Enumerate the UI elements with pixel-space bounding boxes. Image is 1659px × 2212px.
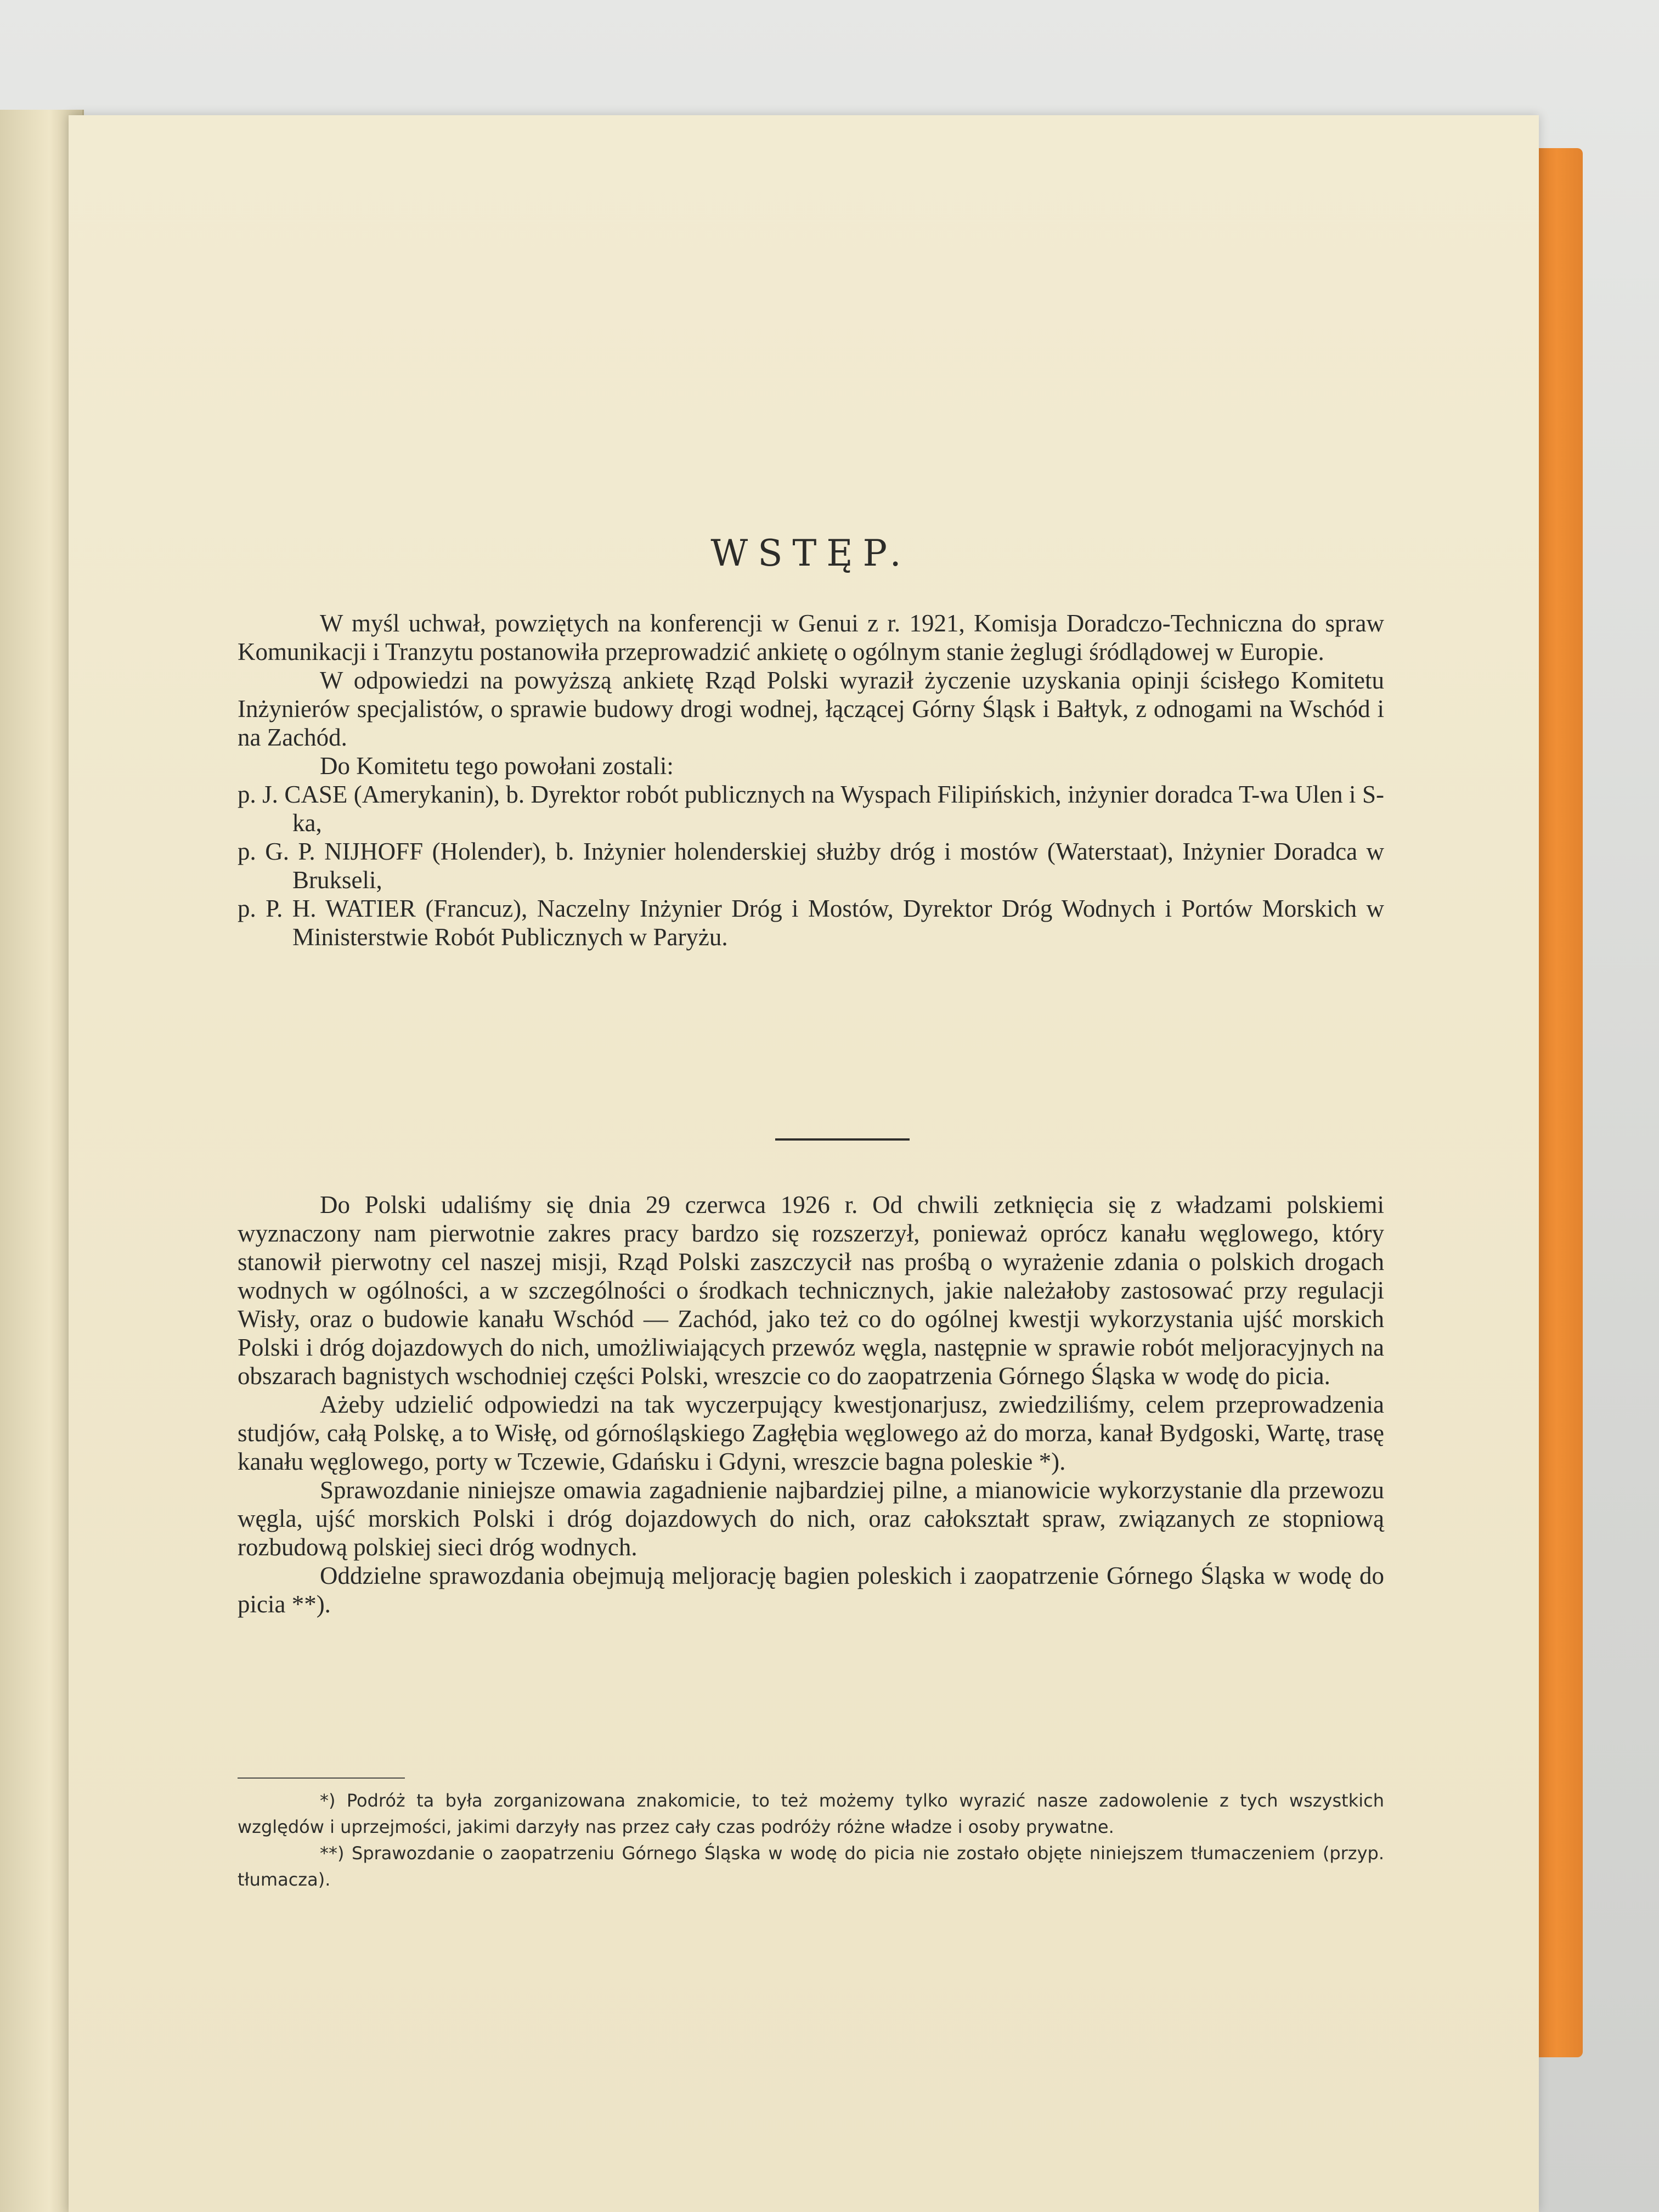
footnote-rule [238,1778,405,1779]
committee-member: p. J. CASE (Amerykanin), b. Dyrektor robót publicznych na Wyspach Filipińskich, inżynier doradca T-wa Ulen i S-ka, [238,781,1384,837]
body-paragraph: Ażeby udzielić odpowiedzi na tak wyczerpujący kwestjonarjusz, zwiedziliśmy, celem przeprowadzenia studjów, całą Polskę, a to Wisłę, od górnośląskiego Zagłębia węglowego aż do morza, kanał Bydgoski, Wartę, trasę kanału węglowego, porty w Tczewie, Gdańsku i Gdyni, wreszcie bagna poleskie *). [238,1391,1384,1475]
document-page [69,115,1539,2212]
intro-paragraph: W myśl uchwał, powziętych na konferencji w Genui z r. 1921, Komisja Doradczo-Techniczna do spraw Komunikacji i Tranzytu postanowiła przeprowadzić ankietę o ogólnym stanie żeglugi śródlądowej w Europie. [238,610,1384,665]
page-title: WSTĘP. [710,532,911,574]
committee-member: p. P. H. WATIER (Francuz), Naczelny Inżynier Dróg i Mostów, Dyrektor Dróg Wodnych i Portów Morskich w Ministerstwie Robót Publicznych w Paryżu. [238,895,1384,951]
committee-member: p. G. P. NIJHOFF (Holender), b. Inżynier holenderskiej służby dróg i mostów (Waterstaat), Inżynier Doradca w Brukseli, [238,838,1384,894]
body-section [238,1190,1384,1618]
intro-paragraph: Do Komitetu tego powołani zostali: [320,752,674,780]
section-divider [775,1138,910,1141]
intro-section [238,609,1384,951]
intro-paragraph: W odpowiedzi na powyższą ankietę Rząd Polski wyraził życzenie uzyskania opinji ścisłego Komitetu Inżynierów specjalistów, o sprawie budowy drogi wodnej, łączącej Górny Śląsk i Bałtyk, z odnogami na Wschód i na Zachód. [238,667,1384,751]
body-paragraph: Oddzielne sprawozdania obejmują meljorację bagien poleskich i zaopatrzenie Górnego Śląska w wodę do picia **). [238,1562,1384,1618]
footnote: *) Podróż ta była zorganizowana znakomicie, to też możemy tylko wyrazić nasze zadowolenie z tych wszystkich względów i uprzejmości, jakimi darzyły nas przez cały czas podróży różne władze i osoby prywatne. [238,1790,1384,1837]
footnote: **) Sprawozdanie o zaopatrzeniu Górnego Śląska w wodę do picia nie zostało objęte niniejszem tłumaczeniem (przyp. tłumacza). [238,1843,1384,1890]
body-paragraph: Sprawozdanie niniejsze omawia zagadnienie najbardziej pilne, a mianowicie wykorzystanie dla przewozu węgla, ujść morskich Polski i dróg dojazdowych do nich, oraz całokształt spraw, związanych ze stopniową rozbudową polskiej sieci dróg wodnych. [238,1476,1384,1561]
body-paragraph: Do Polski udaliśmy się dnia 29 czerwca 1926 r. Od chwili zetknięcia się z władzami polskiemi wyznaczony nam pierwotnie zakres pracy bardzo się rozszerzył, ponieważ oprócz kanału węglowego, który stanowił pierwotny cel naszej misji, Rząd Polski zaszczycił nas prośbą o wyrażenie zdania o polskich drogach wodnych w ogólności, a w szczególności o środkach technicznych, jakie należałoby zastosować przy regulacji Wisły, oraz o budowie kanału Wschód — Zachód, jako też co do ogólnej kwestji wykorzystania ujść morskich Polski i dróg dojazdowych do nich, umożliwiających przewóz węgla, następnie w sprawie robót meljoracyjnych na obszarach bagnistych wschodniej części Polski, wreszcie co do zaopatrzenia Górnego Śląska w wodę do picia. [238,1191,1384,1390]
footnotes [238,1787,1384,1893]
